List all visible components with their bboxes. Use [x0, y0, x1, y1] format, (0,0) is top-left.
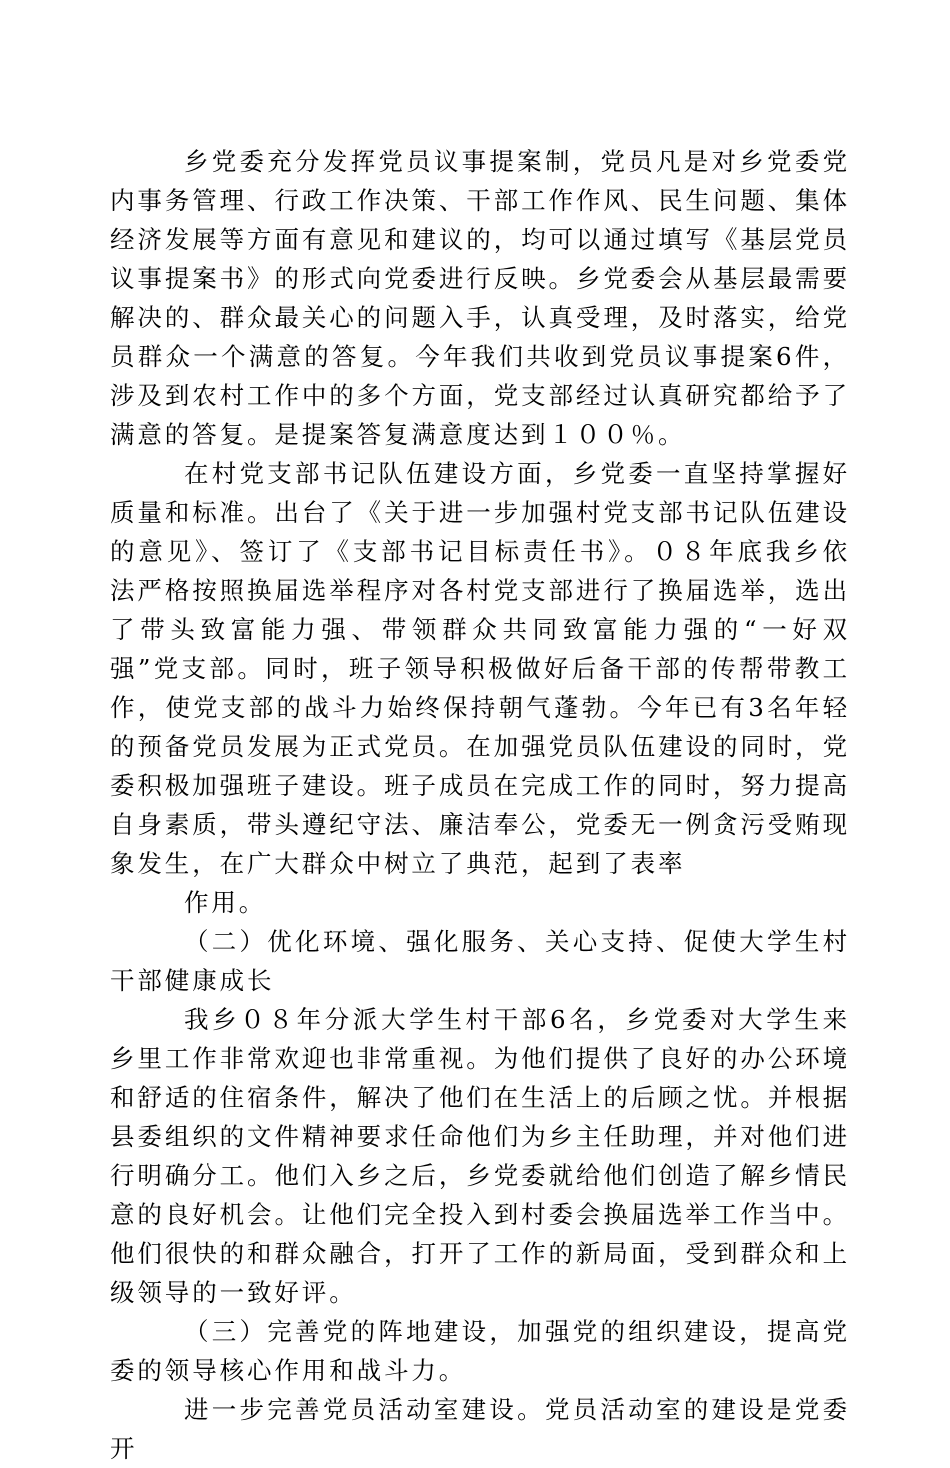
paragraph-college-cadres: 我乡０８年分派大学生村干部6名，乡党委对大学生来乡里工作非常欢迎也非常重视。为他们提供了良好的办公环境和舒适的住宿条件，解决了他们在生活上的后顾之忧。并根据县委组织的文件精神要求任命他们为乡主任助理，并对他们进行明确分工。他们入乡之后，乡党委就给他们创造了解乡情民意的良好机会。让他们完全投入到村委会换届选举工作当中。他们很快的和群众融合，打开了工作的新局面，受到群众和上级领导的一致好评。: [110, 1005, 850, 1307]
paragraph-activity-room: 进一步完善党员活动室建设。党员活动室的建设是党委开: [110, 1395, 850, 1463]
section-heading-three: （三）完善党的阵地建设，加强党的组织建设，提高党委的领导核心作用和战斗力。: [110, 1317, 850, 1385]
section-heading-two: （二）优化环境、强化服务、关心支持、促使大学生村干部健康成长: [110, 927, 850, 995]
paragraph-proposal-system: 乡党委充分发挥党员议事提案制，党员凡是对乡党委党内事务管理、行政工作决策、干部工作作风、民生问题、集体经济发展等方面有意见和建议的，均可以通过填写《基层党员议事提案书》的形式向党委进行反映。乡党委会从基层最需要解决的、群众最关心的问题入手，认真受理，及时落实，给党员群众一个满意的答复。今年我们共收到党员议事提案6件，涉及到农村工作中的多个方面，党支部经过认真研究都给予了满意的答复。是提案答复满意度达到１００％。: [110, 147, 850, 449]
paragraph-branch-secretary: 在村党支部书记队伍建设方面，乡党委一直坚持掌握好质量和标准。出台了《关于进一步加强村党支部书记队伍建设的意见》、签订了《支部书记目标责任书》。０８年底我乡依法严格按照换届选举程序对各村党支部进行了换届选举，选出了带头致富能力强、带领群众共同致富能力强的“一好双强”党支部。同时，班子领导积极做好后备干部的传帮带教工作，使党支部的战斗力始终保持朝气蓬勃。今年已有3名年轻的预备党员发展为正式党员。在加强党员队伍建设的同时，党委积极加强班子建设。班子成员在完成工作的同时，努力提高自身素质，带头遵纪守法、廉洁奉公，党委无一例贪污受贿现象发生，在广大群众中树立了典范，起到了表率: [110, 459, 850, 878]
paragraph-continuation: 作用。: [184, 888, 267, 917]
document-body: [110, 142, 850, 1468]
